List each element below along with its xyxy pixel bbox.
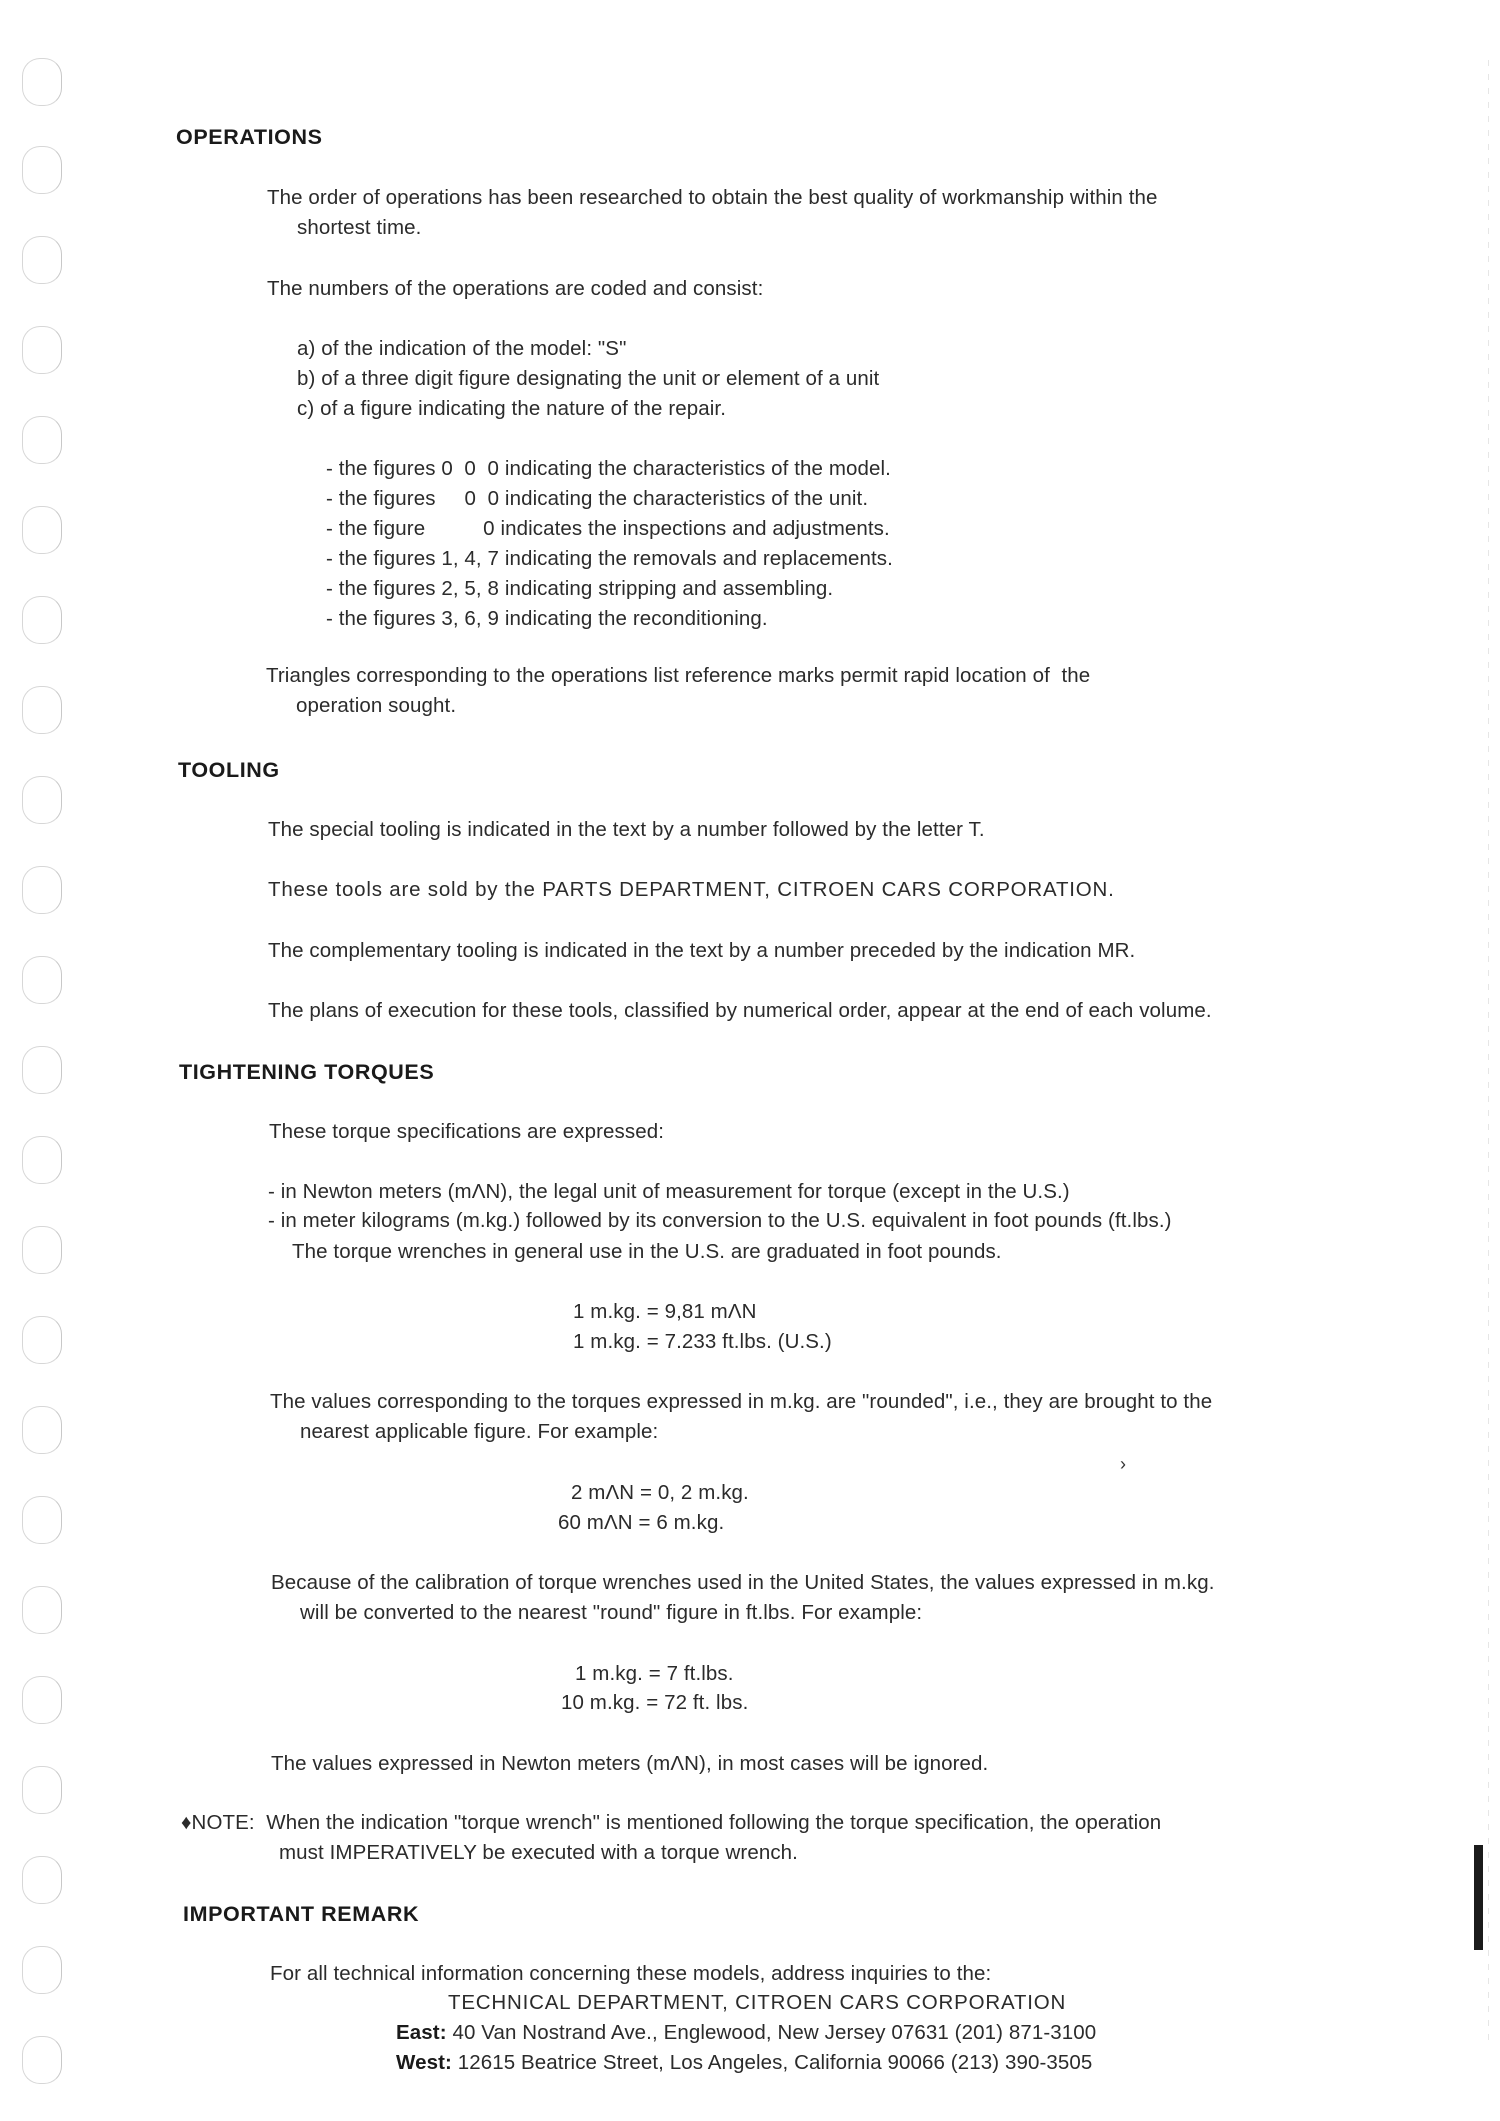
torque-wrench-note: ♦NOTE: When the indication "torque wrench" is mentioned following the torque specification, the operation — [181, 1811, 1162, 1834]
technical-department: TECHNICAL DEPARTMENT, CITROEN CARS CORPORATION — [448, 1991, 1067, 2014]
rounded-values-paragraph: The values corresponding to the torques expressed in m.kg. are "rounded", i.e., they are brought to the — [270, 1390, 1213, 1413]
torques-bullet-newton: - in Newton meters (mΛN), the legal unit of measurement for torque (except in the U.S.) — [268, 1180, 1070, 1203]
tooling-paragraph-1: The special tooling is indicated in the text by a number followed by the letter T. — [268, 818, 985, 841]
tooling-paragraph-3: The complementary tooling is indicated in the text by a number preceded by the indication MR. — [268, 939, 1136, 962]
remark-heading: IMPORTANT REMARK — [183, 1902, 420, 1926]
tooling-heading: TOOLING — [178, 758, 280, 782]
list-item: - the figures 2, 5, 8 indicating stripping and assembling. — [326, 577, 834, 600]
page-edge-mark — [1488, 60, 1489, 2040]
list-item: - the figures 0 0 indicating the characteristics of the unit. — [326, 487, 869, 510]
conversion-equation-1: 1 m.kg. = 9,81 mΛN — [573, 1300, 757, 1323]
operations-paragraph-3: Triangles corresponding to the operations list reference marks permit rapid location of the — [266, 664, 1091, 687]
scan-speck: › — [1120, 1454, 1126, 1474]
torques-bullet-meter-kg: - in meter kilograms (m.kg.) followed by its conversion to the U.S. equivalent in foot pounds (ft.lbs.) — [268, 1209, 1172, 1232]
east-label: East: — [396, 2021, 447, 2044]
example-equation-4: 10 m.kg. = 72 ft. lbs. — [561, 1691, 749, 1714]
operations-paragraph-3-cont: operation sought. — [296, 694, 457, 717]
list-item: - the figures 1, 4, 7 indicating the removals and replacements. — [326, 547, 893, 570]
list-item: - the figures 0 0 0 indicating the characteristics of the model. — [326, 457, 891, 480]
west-label: West: — [396, 2051, 452, 2074]
west-address-text: 12615 Beatrice Street, Los Angeles, California 90066 (213) 390-3505 — [457, 2051, 1093, 2074]
rounded-values-paragraph-cont: nearest applicable figure. For example: — [300, 1420, 659, 1443]
west-address — [396, 2051, 1092, 2075]
torques-heading: TIGHTENING TORQUES — [179, 1060, 435, 1084]
torques-bullet-meter-kg-cont: The torque wrenches in general use in the U.S. are graduated in foot pounds. — [292, 1240, 1002, 1263]
east-address — [396, 2021, 1096, 2045]
calibration-paragraph: Because of the calibration of torque wrenches used in the United States, the values expressed in m.kg. — [271, 1571, 1215, 1594]
newton-ignored-paragraph: The values expressed in Newton meters (mΛN), in most cases will be ignored. — [271, 1752, 989, 1775]
example-equation-3: 1 m.kg. = 7 ft.lbs. — [575, 1662, 734, 1685]
torque-wrench-note-cont: must IMPERATIVELY be executed with a torque wrench. — [279, 1841, 798, 1864]
operations-paragraph-2: The numbers of the operations are coded and consist: — [267, 277, 764, 300]
example-equation-1: 2 mΛN = 0, 2 m.kg. — [571, 1481, 749, 1504]
remark-intro: For all technical information concerning these models, address inquiries to the: — [270, 1962, 992, 1985]
list-item: a) of the indication of the model: "S" — [297, 337, 627, 360]
east-address-text: 40 Van Nostrand Ave., Englewood, New Jersey 07631 (201) 871-3100 — [452, 2021, 1097, 2044]
tooling-paragraph-2: These tools are sold by the PARTS DEPARTMENT, CITROEN CARS CORPORATION. — [268, 878, 1115, 901]
list-item: - the figures 3, 6, 9 indicating the reconditioning. — [326, 607, 768, 630]
conversion-equation-2: 1 m.kg. = 7.233 ft.lbs. (U.S.) — [573, 1330, 832, 1353]
operations-paragraph-1-cont: shortest time. — [297, 216, 422, 239]
list-item: b) of a three digit figure designating the unit or element of a unit — [297, 367, 880, 390]
calibration-paragraph-cont: will be converted to the nearest "round" figure in ft.lbs. For example: — [300, 1601, 923, 1624]
tooling-paragraph-4: The plans of execution for these tools, classified by numerical order, appear at the end of each volume. — [268, 999, 1212, 1022]
torques-intro: These torque specifications are expressed: — [269, 1120, 665, 1143]
operations-paragraph-1: The order of operations has been researched to obtain the best quality of workmanship within the — [267, 186, 1158, 209]
list-item: c) of a figure indicating the nature of the repair. — [297, 397, 727, 420]
page-edge-bar — [1474, 1845, 1483, 1950]
operations-heading: OPERATIONS — [176, 125, 323, 149]
example-equation-2: 60 mΛN = 6 m.kg. — [558, 1511, 725, 1534]
list-item: - the figure 0 indicates the inspections and adjustments. — [326, 517, 890, 540]
